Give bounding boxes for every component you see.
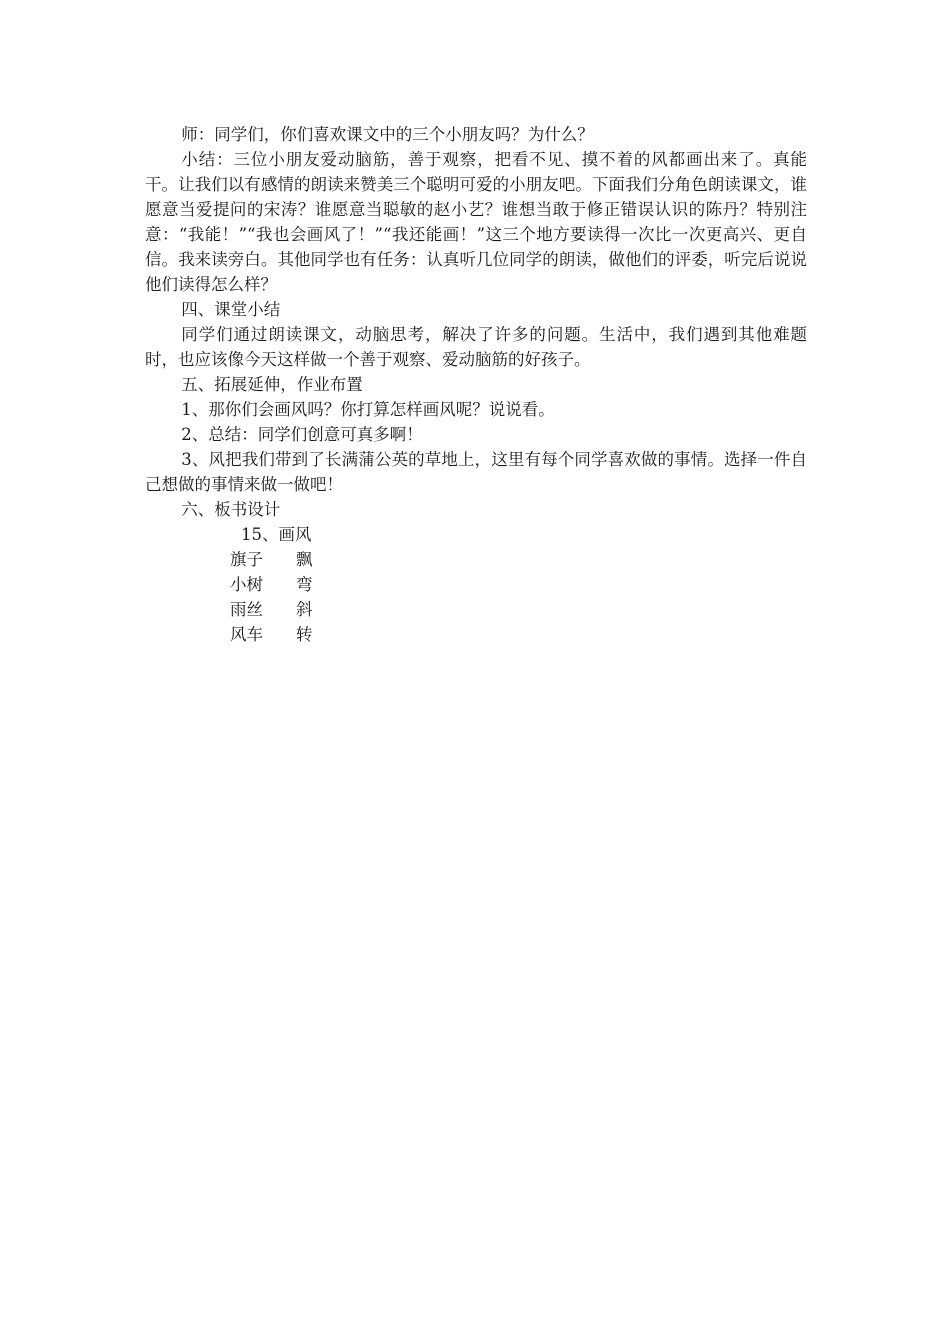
board-row — [145, 572, 807, 597]
board-row — [145, 597, 807, 622]
section-heading-class-summary: 四、课堂小结 — [181, 300, 281, 319]
section-heading-extension: 五、拓展延伸，作业布置 — [181, 375, 363, 394]
board-title: 15、画风 — [241, 525, 312, 544]
section-heading-board-design: 六、板书设计 — [181, 500, 281, 519]
homework-item-3: 3、风把我们带到了长满蒲公英的草地上，这里有每个同学喜欢做的事情。选择一件自己想做的事情来做一做吧！ — [145, 450, 807, 494]
board-row-subject: 旗子 — [230, 550, 263, 569]
document-page — [145, 122, 807, 647]
board-design — [145, 522, 807, 647]
board-row-subject: 风车 — [230, 625, 263, 644]
board-row-subject: 小树 — [230, 575, 263, 594]
board-row-action: 斜 — [296, 600, 313, 619]
board-row — [145, 622, 807, 647]
board-row-action: 转 — [296, 625, 313, 644]
homework-item-2: 2、总结：同学们创意可真多啊！ — [181, 425, 423, 444]
homework-item-1: 1、那你们会画风吗？你打算怎样画风呢？说说看。 — [181, 400, 555, 419]
paragraph-teacher-question: 师：同学们，你们喜欢课文中的三个小朋友吗？为什么？ — [181, 125, 594, 144]
board-row-action: 飘 — [296, 550, 313, 569]
paragraph-class-summary: 同学们通过朗读课文，动脑思考，解决了许多的问题。生活中，我们遇到其他难题时，也应该像今天这样做一个善于观察、爱动脑筋的好孩子。 — [145, 325, 807, 369]
paragraph-summary: 小结：三位小朋友爱动脑筋，善于观察，把看不见、摸不着的风都画出来了。真能干。让我们以有感情的朗读来赞美三个聪明可爱的小朋友吧。下面我们分角色朗读课文，谁愿意当爱提问的宋涛？谁愿意当聪敏的赵小艺？谁想当敢于修正错误认识的陈丹？特别注意：“我能！”“我也会画风了！”“我还能画！”这三个地方要读得一次比一次更高兴、更自信。我来读旁白。其他同学也有任务：认真听几位同学的朗读，做他们的评委，听完后说说他们读得怎么样？ — [145, 150, 807, 294]
board-row — [145, 547, 807, 572]
board-row-subject: 雨丝 — [230, 600, 263, 619]
board-row-action: 弯 — [296, 575, 313, 594]
